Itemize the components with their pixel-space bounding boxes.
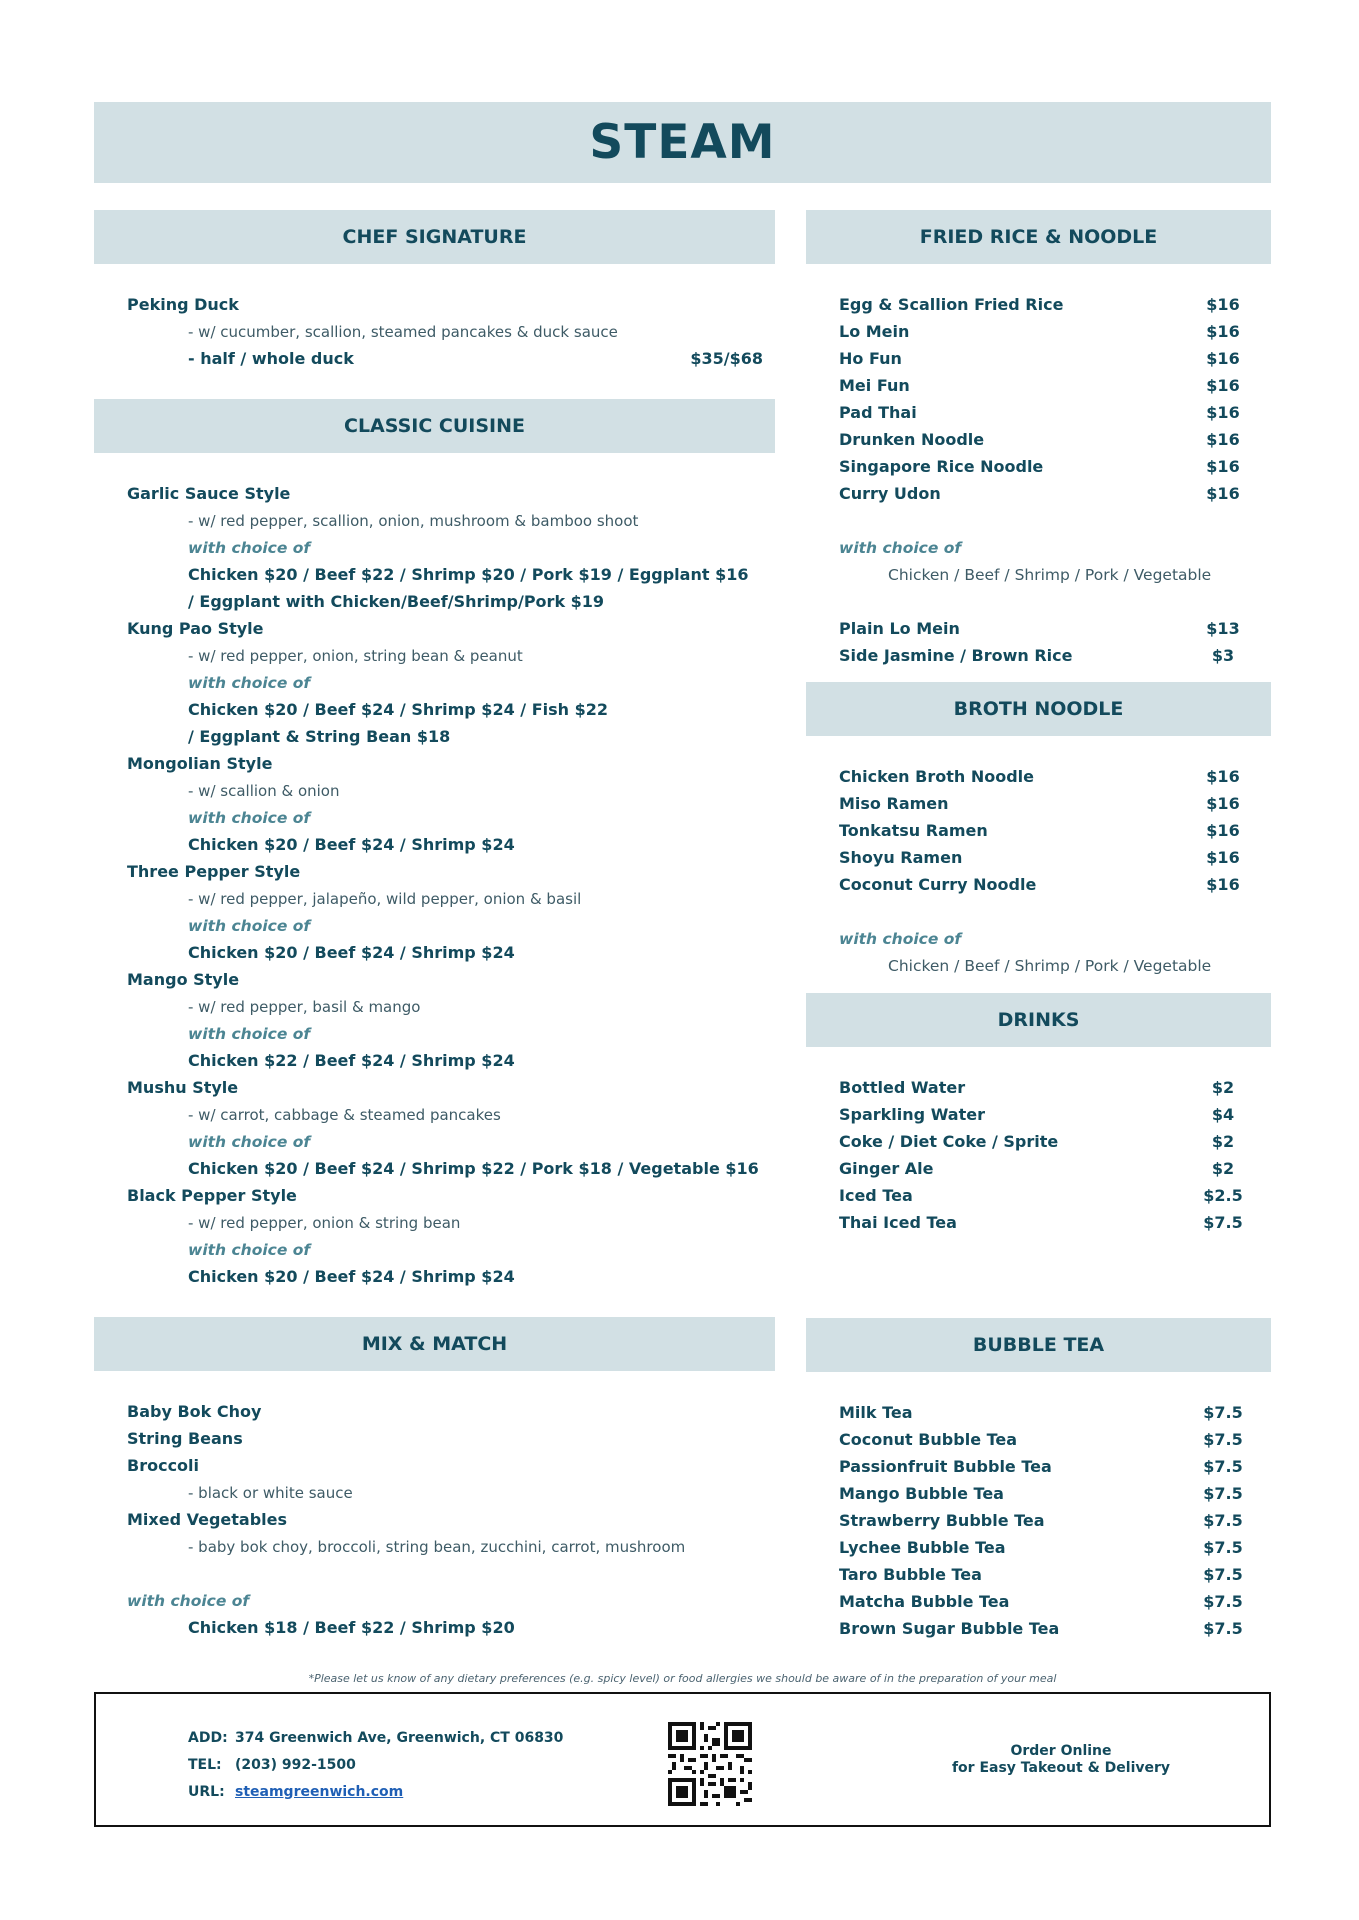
menu-item: Mango Bubble Tea $7.5	[839, 1484, 1243, 1503]
menu-item: Brown Sugar Bubble Tea $7.5	[839, 1619, 1243, 1638]
protein-options: Chicken $20 / Beef $24 / Shrimp $24 / Fish $22	[188, 700, 608, 719]
choice-label: with choice of	[188, 1240, 311, 1259]
item-description: - w/ red pepper, onion, string bean & peanut	[188, 646, 523, 665]
protein-options: Chicken $20 / Beef $24 / Shrimp $22 / Pork $18 / Vegetable $16	[188, 1159, 759, 1178]
protein-options: / Eggplant with Chicken/Beef/Shrimp/Pork $19	[188, 592, 605, 611]
section-header-broth-noodle: BROTH NOODLE	[806, 682, 1271, 736]
menu-item: Chicken Broth Noodle $16	[839, 767, 1240, 786]
menu-item: Egg & Scallion Fried Rice $16	[839, 295, 1240, 314]
menu-item: Singapore Rice Noodle $16	[839, 457, 1240, 476]
choice-label: with choice of	[188, 916, 311, 935]
price: $35/$68	[690, 349, 763, 368]
menu-item: Broccoli	[127, 1456, 200, 1475]
menu-item: Black Pepper Style	[127, 1186, 297, 1205]
section-header-drinks: DRINKS	[806, 993, 1271, 1047]
menu-item: Strawberry Bubble Tea $7.5	[839, 1511, 1243, 1530]
title-banner	[94, 102, 1271, 183]
item-description: - w/ carrot, cabbage & steamed pancakes	[188, 1105, 501, 1124]
protein-options: Chicken / Beef / Shrimp / Pork / Vegetable	[888, 565, 1212, 584]
url-label: URL:	[188, 1783, 225, 1800]
menu-item: Sparkling Water $4	[839, 1105, 1235, 1124]
protein-options: Chicken $22 / Beef $24 / Shrimp $24	[188, 1051, 515, 1070]
menu-item: Three Pepper Style	[127, 862, 301, 881]
order-line-2: for Easy Takeout & Delivery	[951, 1759, 1171, 1776]
website-link[interactable]: steamgreenwich.com	[235, 1783, 404, 1800]
right-column	[806, 210, 1271, 1236]
menu-item: Thai Iced Tea $7.5	[839, 1213, 1243, 1232]
protein-options: / Eggplant & String Bean $18	[188, 727, 451, 746]
menu-item: Shoyu Ramen $16	[839, 848, 1240, 867]
menu-item: Plain Lo Mein $13	[839, 619, 1240, 638]
item-description: - w/ scallion & onion	[188, 781, 340, 800]
qr-code-icon	[668, 1722, 752, 1806]
item-description: - w/ red pepper, scallion, onion, mushroom & bamboo shoot	[188, 511, 639, 530]
item-description: - baby bok choy, broccoli, string bean, zucchini, carrot, mushroom	[188, 1537, 686, 1556]
menu-item: Lo Mein $16	[839, 322, 1240, 341]
item-description: - black or white sauce	[188, 1483, 353, 1502]
menu-item: Drunken Noodle $16	[839, 430, 1240, 449]
choice-label: with choice of	[188, 673, 311, 692]
left-column	[94, 210, 775, 1641]
menu-item: Coconut Bubble Tea $7.5	[839, 1430, 1243, 1449]
dietary-note: *Please let us know of any dietary preferences (e.g. spicy level) or food allergies we should be aware of in the preparation of your meal	[308, 1672, 1057, 1685]
menu-item: Garlic Sauce Style	[127, 484, 291, 503]
choice-label: with choice of	[188, 538, 311, 557]
item-description: - w/ cucumber, scallion, steamed pancakes & duck sauce	[188, 322, 618, 341]
menu-item: Mongolian Style	[127, 754, 273, 773]
menu-item: Bottled Water $2	[839, 1078, 1235, 1097]
protein-options: Chicken $20 / Beef $22 / Shrimp $20 / Pork $19 / Eggplant $16	[188, 565, 749, 584]
menu-item: Side Jasmine / Brown Rice $3	[839, 646, 1235, 665]
restaurant-title: STEAM	[589, 115, 776, 170]
protein-options: Chicken / Beef / Shrimp / Pork / Vegetable	[888, 956, 1212, 975]
menu-item: Mango Style	[127, 970, 240, 989]
protein-options: Chicken $20 / Beef $24 / Shrimp $24	[188, 1267, 515, 1286]
item-description: - w/ red pepper, jalapeño, wild pepper, onion & basil	[188, 889, 582, 908]
menu-sub-item: - half / whole duck $35/$68	[188, 349, 763, 368]
protein-options: Chicken $20 / Beef $24 / Shrimp $24	[188, 943, 515, 962]
menu-item: Lychee Bubble Tea $7.5	[839, 1538, 1243, 1557]
choice-label: with choice of	[188, 1132, 311, 1151]
section-header-classic-cuisine: CLASSIC CUISINE	[94, 399, 775, 453]
section-header-bubble-tea: BUBBLE TEA	[806, 1318, 1271, 1372]
contact-footer	[94, 1692, 1271, 1827]
menu-item: Curry Udon $16	[839, 484, 1240, 503]
menu-item: Pad Thai $16	[839, 403, 1240, 422]
menu-item: Mixed Vegetables	[127, 1510, 288, 1529]
choice-label: with choice of	[188, 808, 311, 827]
item-description: - w/ red pepper, basil & mango	[188, 997, 421, 1016]
menu-item: String Beans	[127, 1429, 243, 1448]
menu-item: Tonkatsu Ramen $16	[839, 821, 1240, 840]
protein-options: Chicken $18 / Beef $22 / Shrimp $20	[188, 1618, 515, 1637]
menu-item: Milk Tea $7.5	[839, 1403, 1243, 1422]
menu-item: Kung Pao Style	[127, 619, 264, 638]
menu-item: Baby Bok Choy	[127, 1402, 262, 1421]
menu-item: Iced Tea $2.5	[839, 1186, 1243, 1205]
protein-options: Chicken $20 / Beef $24 / Shrimp $24	[188, 835, 515, 854]
address-label: ADD:	[188, 1729, 228, 1746]
bubble-tea-column	[806, 1318, 1271, 1642]
choice-label: with choice of	[839, 929, 962, 948]
menu-item: Coconut Curry Noodle $16	[839, 875, 1240, 894]
choice-label: with choice of	[188, 1024, 311, 1043]
choice-label: with choice of	[127, 1591, 250, 1610]
order-line-1: Order Online	[1010, 1742, 1112, 1759]
choice-label: with choice of	[839, 538, 962, 557]
menu-item: Peking Duck	[127, 295, 239, 314]
phone-number[interactable]: (203) 992-1500	[235, 1756, 356, 1773]
address: 374 Greenwich Ave, Greenwich, CT 06830	[235, 1729, 564, 1746]
menu-item: Matcha Bubble Tea $7.5	[839, 1592, 1243, 1611]
menu-item: Passionfruit Bubble Tea $7.5	[839, 1457, 1243, 1476]
menu-item: Ho Fun $16	[839, 349, 1240, 368]
section-header-chef-signature: CHEF SIGNATURE	[94, 210, 775, 264]
menu-item: Mei Fun $16	[839, 376, 1240, 395]
section-header-fried-rice-noodle: FRIED RICE & NOODLE	[806, 210, 1271, 264]
menu-item: Taro Bubble Tea $7.5	[839, 1565, 1243, 1584]
order-online-callout	[916, 1694, 1206, 1825]
menu-item: Miso Ramen $16	[839, 794, 1240, 813]
item-description: - w/ red pepper, onion & string bean	[188, 1213, 461, 1232]
menu-item: Mushu Style	[127, 1078, 239, 1097]
section-header-mix-match: MIX & MATCH	[94, 1317, 775, 1371]
contact-info	[188, 1724, 563, 1805]
menu-item: Ginger Ale $2	[839, 1159, 1235, 1178]
menu-item: Coke / Diet Coke / Sprite $2	[839, 1132, 1235, 1151]
tel-label: TEL:	[188, 1756, 222, 1773]
